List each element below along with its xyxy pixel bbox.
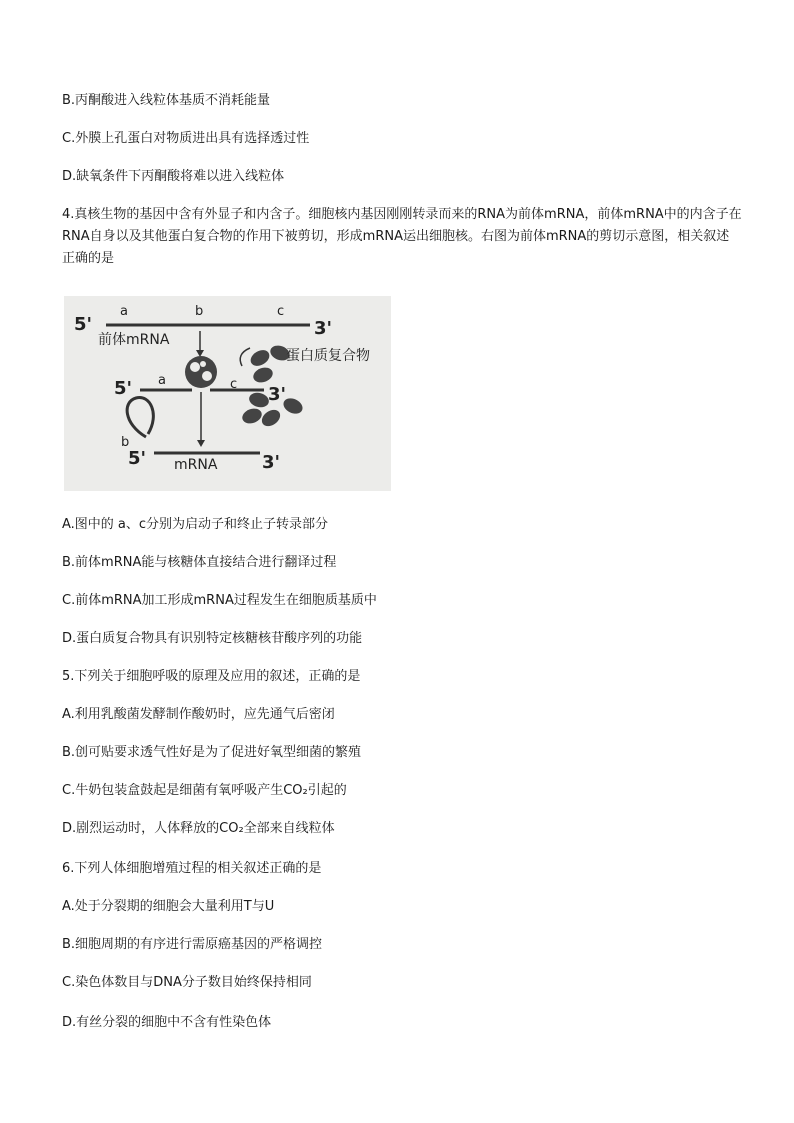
pre-mrna-label: 前体mRNA — [98, 332, 170, 348]
top-5prime-label: 5' — [74, 314, 93, 335]
q4-option-a: A.图中的 a、c分别为启动子和终止子转录部分 — [62, 517, 329, 532]
q3-option-c: C.外膜上孔蛋白对物质进出具有选择透过性 — [62, 131, 310, 146]
q5-option-c: C.牛奶包装盒鼓起是细菌有氧呼吸产生CO₂引起的 — [62, 783, 347, 798]
q4-option-b: B.前体mRNA能与核糖体直接结合进行翻译过程 — [62, 555, 337, 570]
q5-option-d: D.剧烈运动时，人体释放的CO₂全部来自线粒体 — [62, 821, 335, 836]
q3-option-b: B.丙酮酸进入线粒体基质不消耗能量 — [62, 93, 271, 108]
mrna-label: mRNA — [174, 457, 218, 473]
q6-option-c: C.染色体数目与DNA分子数目始终保持相同 — [62, 975, 312, 990]
lariat-b-label: b — [121, 435, 130, 450]
top-3prime-label: 3' — [314, 318, 333, 339]
q4-stem: 4.真核生物的基因中含有外显子和内含子。细胞核内基因刚刚转录而来的RNA为前体mRNA，前体mRNA中的内含子在RNA自身以及其他蛋白复合物的作用下被剪切，形成mRNA运出细胞核。右图为前体mRNA的剪切示意图，相关叙述正确的是 — [62, 207, 742, 266]
splicing-diagram — [64, 296, 391, 491]
q4-option-d: D.蛋白质复合物具有识别特定核糖核苷酸序列的功能 — [62, 631, 363, 646]
top-a-label: a — [120, 304, 128, 319]
q6-option-b: B.细胞周期的有序进行需原癌基因的严格调控 — [62, 937, 323, 952]
lariat-intron — [127, 397, 153, 437]
q3-option-d: D.缺氧条件下丙酮酸将难以进入线粒体 — [62, 169, 285, 184]
bottom-5prime-label: 5' — [128, 448, 147, 469]
top-b-label: b — [195, 304, 204, 319]
q6-option-d: D.有丝分裂的细胞中不含有性染色体 — [62, 1015, 272, 1030]
q5-option-a: A.利用乳酸菌发酵制作酸奶时，应先通气后密闭 — [62, 707, 335, 722]
top-c-label: c — [277, 304, 285, 319]
spliceosome-knot — [185, 356, 217, 388]
q5-stem: 5.下列关于细胞呼吸的原理及应用的叙述，正确的是 — [62, 669, 361, 684]
q6-option-a: A.处于分裂期的细胞会大量利用T与U — [62, 899, 275, 914]
q6-stem: 6.下列人体细胞增殖过程的相关叙述正确的是 — [62, 861, 322, 876]
mid-a-label: a — [158, 373, 166, 388]
mid-3prime-label: 3' — [268, 384, 287, 405]
mid-c-label: c — [230, 377, 238, 392]
protein-complex-label: 蛋白质复合物 — [286, 348, 370, 364]
q5-option-b: B.创可贴要求透气性好是为了促进好氧型细菌的繁殖 — [62, 745, 362, 760]
q4-option-c: C.前体mRNA加工形成mRNA过程发生在细胞质基质中 — [62, 593, 377, 608]
bottom-3prime-label: 3' — [262, 452, 281, 473]
mid-5prime-label: 5' — [114, 378, 133, 399]
